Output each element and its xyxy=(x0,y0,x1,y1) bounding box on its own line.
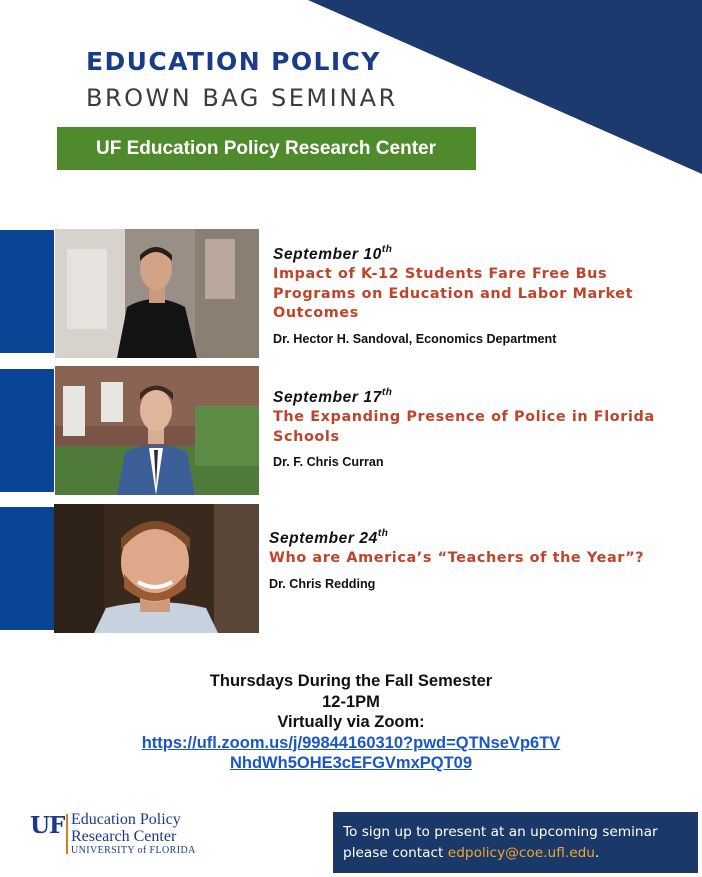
event-3 xyxy=(269,529,679,591)
event-2-date: September 17th xyxy=(273,387,393,407)
event-2-accent-bar xyxy=(0,369,54,492)
schedule-location: Virtually via Zoom: xyxy=(277,713,425,731)
signup-line2: please contact edpolicy@coe.ufl.edu. xyxy=(343,845,600,861)
event-2 xyxy=(273,388,673,469)
event-1-date: September 10th xyxy=(273,244,393,264)
schedule-time: 12-1PM xyxy=(322,692,380,711)
org-banner: UF Education Policy Research Center xyxy=(57,127,476,170)
event-3-date: September 24th xyxy=(269,528,389,548)
event-1-speaker: Dr. Hector H. Sandoval, Economics Department xyxy=(273,331,557,346)
uf-logo-mark: UF xyxy=(30,812,65,839)
schedule-info xyxy=(0,671,702,774)
seminar-subtitle: BROWN BAG SEMINAR xyxy=(86,84,398,112)
zoom-link-line2[interactable]: NhdWh5OHE3cEFGVmxPQT09 xyxy=(229,754,473,772)
event-3-title: Who are America’s “Teachers of the Year”? xyxy=(269,550,645,567)
event-3-speaker: Dr. Chris Redding xyxy=(269,576,376,591)
speaker-photo-curran xyxy=(55,366,259,495)
logo-divider xyxy=(66,814,68,854)
event-2-speaker: Dr. F. Chris Curran xyxy=(273,455,384,470)
signup-line1: To sign up to present at an upcoming seminar xyxy=(343,824,658,840)
event-3-accent-bar xyxy=(0,507,54,630)
speaker-photo-redding xyxy=(54,504,259,633)
signup-email-link[interactable]: edpolicy@coe.ufl.edu xyxy=(447,845,595,861)
uf-edpolicy-logo xyxy=(30,812,210,860)
zoom-link[interactable] xyxy=(0,733,702,774)
logo-line3: UNIVERSITY of FLORIDA xyxy=(71,845,196,856)
zoom-link-line1[interactable]: https://ufl.zoom.us/j/99844160310?pwd=QTNseVp6TV xyxy=(141,733,561,752)
event-2-title: The Expanding Presence of Police in Florida Schools xyxy=(273,409,655,445)
event-1-accent-bar xyxy=(0,230,54,353)
seminar-title: EDUCATION POLICY xyxy=(86,47,381,76)
signup-box xyxy=(333,812,698,873)
logo-line1: Education Policy xyxy=(71,811,181,828)
event-1 xyxy=(273,245,653,346)
event-1-title: Impact of K-12 Students Fare Free Bus Programs on Education and Labor Market Outcomes xyxy=(273,266,634,322)
schedule-day: Thursdays During the Fall Semester xyxy=(209,672,493,690)
speaker-photo-sandoval xyxy=(55,229,259,358)
logo-line2: Research Center xyxy=(71,828,177,845)
